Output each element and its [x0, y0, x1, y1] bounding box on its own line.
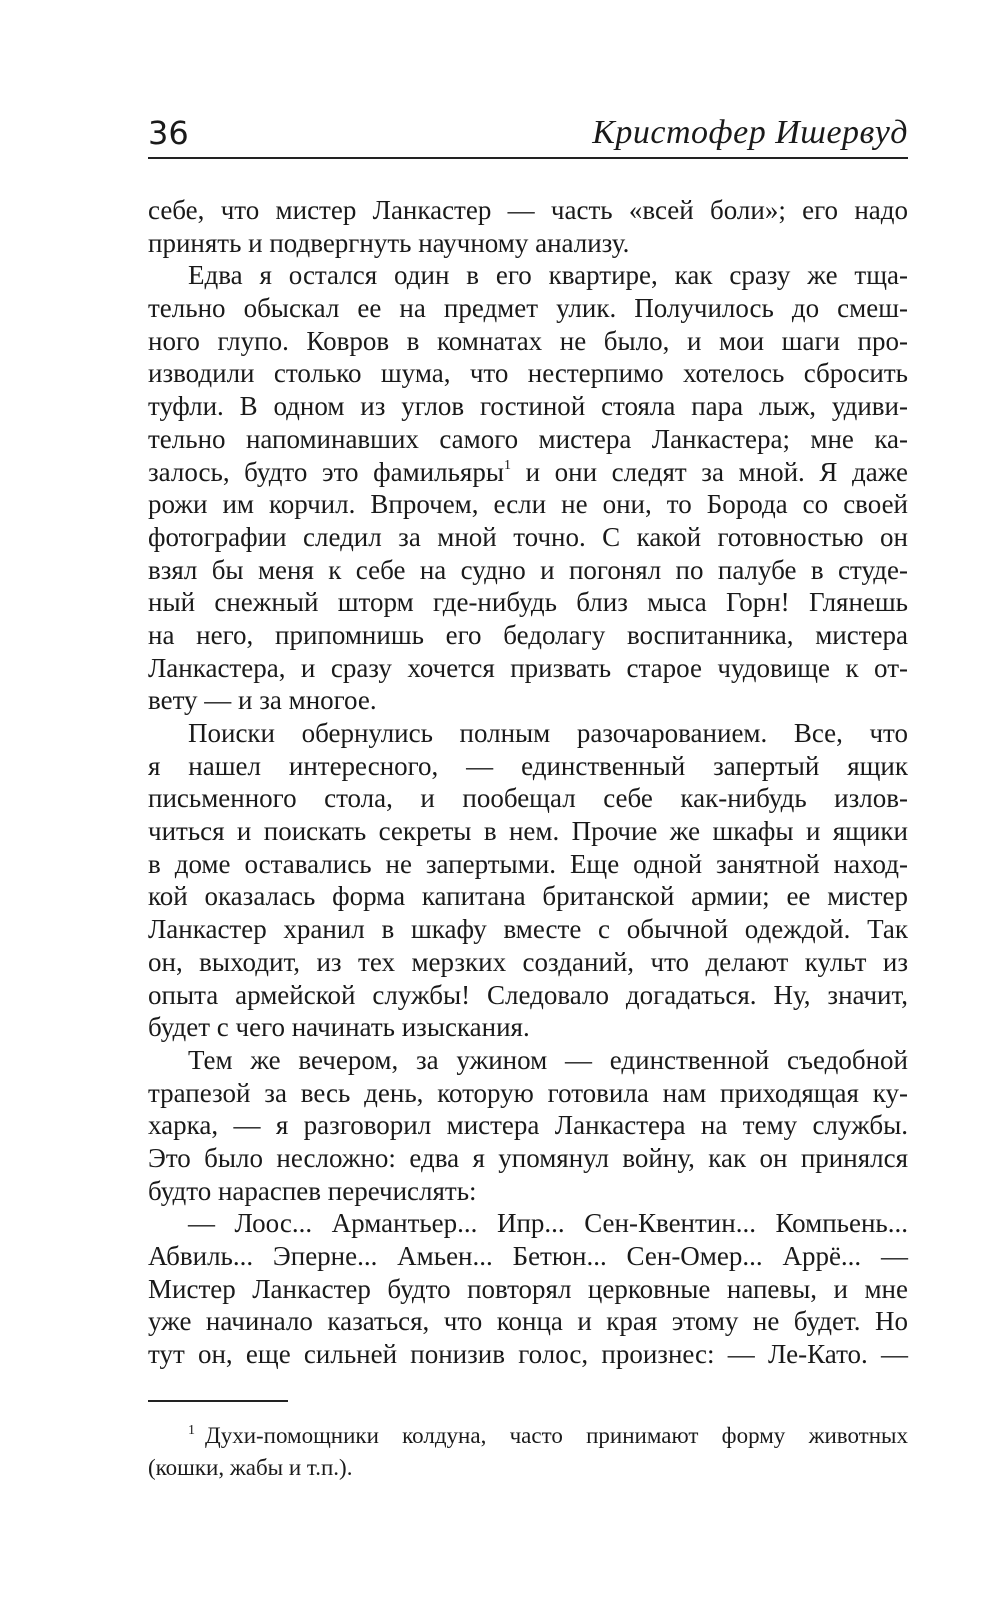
- text-line: тельно обыскал ее на предмет улик. Получилось до смеш-: [148, 293, 908, 324]
- text-line: будто нараспев перечислять:: [148, 1175, 477, 1206]
- text-fragment: и они следят за мной. Я даже: [525, 456, 908, 487]
- footnote-marker: 1: [188, 1423, 195, 1438]
- footnote-line: (кошки, жабы и т.п.).: [148, 1455, 353, 1480]
- body-text: [148, 194, 908, 1371]
- footnote-rule: [148, 1400, 288, 1402]
- footnote-reference[interactable]: 1: [503, 457, 511, 473]
- footnote-line: [148, 1420, 908, 1452]
- header-rule: [148, 157, 908, 159]
- text-line: тут он, еще сильней понизив голос, произнес: — Ле-Като. —: [148, 1339, 908, 1370]
- text-line: Мистер Ланкастер будто повторял церковные напевы, и мне: [148, 1273, 908, 1304]
- text-line: изводили столько шума, что нестерпимо хотелось сбросить: [148, 358, 908, 389]
- text-line: рожи им корчил. Впрочем, если не они, то Борода со своей: [148, 489, 908, 520]
- text-line: туфли. В одном из углов гостиной стояла пара лыж, удиви-: [148, 391, 908, 422]
- text-line: на него, припомнишь его бедолагу воспитанника, мистера: [148, 619, 908, 650]
- text-fragment: залось, будто это фамильяры: [148, 456, 504, 487]
- page-header: [148, 112, 908, 154]
- text-line-with-footnote: [148, 456, 908, 489]
- footnote: [148, 1420, 908, 1484]
- text-line: фотографии следил за мной точно. С какой готовностью он: [148, 521, 908, 552]
- text-line: я нашел интересного, — единственный запертый ящик: [148, 750, 908, 781]
- text-line: ный снежный шторм где-нибудь близ мыса Горн! Глянешь: [148, 587, 908, 618]
- text-line: принять и подвергнуть научному анализу.: [148, 227, 630, 258]
- text-line: взял бы меня к себе на судно и погонял по палубе в студе-: [148, 554, 908, 585]
- text-line: Ланкастера, и сразу хочется призвать старое чудовище к от-: [148, 652, 908, 683]
- text-line: письменного стола, и пообещал себе как-нибудь излов-: [148, 783, 908, 814]
- text-line: вету — и за многое.: [148, 685, 377, 716]
- text-line: себе, что мистер Ланкастер — часть «всей боли»; его надо: [148, 195, 908, 225]
- footnote-text: Духи-помощники колдуна, часто принимают форму животных: [205, 1423, 908, 1448]
- running-title: Кристофер Ишервуд: [592, 114, 908, 151]
- text-line: Поиски обернулись полным разочарованием. Все, что: [188, 718, 908, 748]
- text-line: читься и поискать секреты в нем. Прочие же шкафы и ящики: [148, 816, 908, 847]
- text-line: в доме оставались не запертыми. Еще одной занятной наход-: [148, 848, 908, 879]
- text-line: Тем же вечером, за ужином — единственной съедобной: [188, 1044, 908, 1075]
- text-line: трапезой за весь день, которую готовила нам приходящая ку-: [148, 1077, 908, 1108]
- text-line: будет с чего начинать изыскания.: [148, 1012, 530, 1043]
- text-line: Ланкастер хранил в шкафу вместе с обычной одеждой. Так: [148, 914, 908, 945]
- text-line: опыта армейской службы! Следовало догадаться. Ну, значит,: [148, 979, 908, 1010]
- text-line: Это было несложно: едва я упомянул войну, как он принялся: [148, 1142, 908, 1173]
- text-line: кой оказалась форма капитана британской армии; ее мистер: [148, 881, 908, 912]
- page-number: 36: [148, 114, 189, 152]
- text-line: тельно напоминавших самого мистера Ланкастера; мне ка-: [148, 423, 908, 454]
- text-line: Абвиль... Эперне... Амьен... Бетюн... Сен-Омер... Аррё... —: [148, 1241, 908, 1271]
- text-line: харка, — я разговорил мистера Ланкастера на тему службы.: [148, 1110, 908, 1141]
- text-line: — Лоос... Армантьер... Ипр... Сен-Квентин... Компьень...: [188, 1208, 908, 1239]
- text-line: он, выходит, из тех мерзких созданий, что делают культ из: [148, 946, 908, 977]
- text-line: ного глупо. Ковров в комнатах не было, и мои шаги про-: [148, 325, 908, 356]
- text-line: Едва я остался один в его квартире, как сразу же тща-: [188, 260, 908, 291]
- text-line: уже начинало казаться, что конца и края этому не будет. Но: [148, 1306, 908, 1337]
